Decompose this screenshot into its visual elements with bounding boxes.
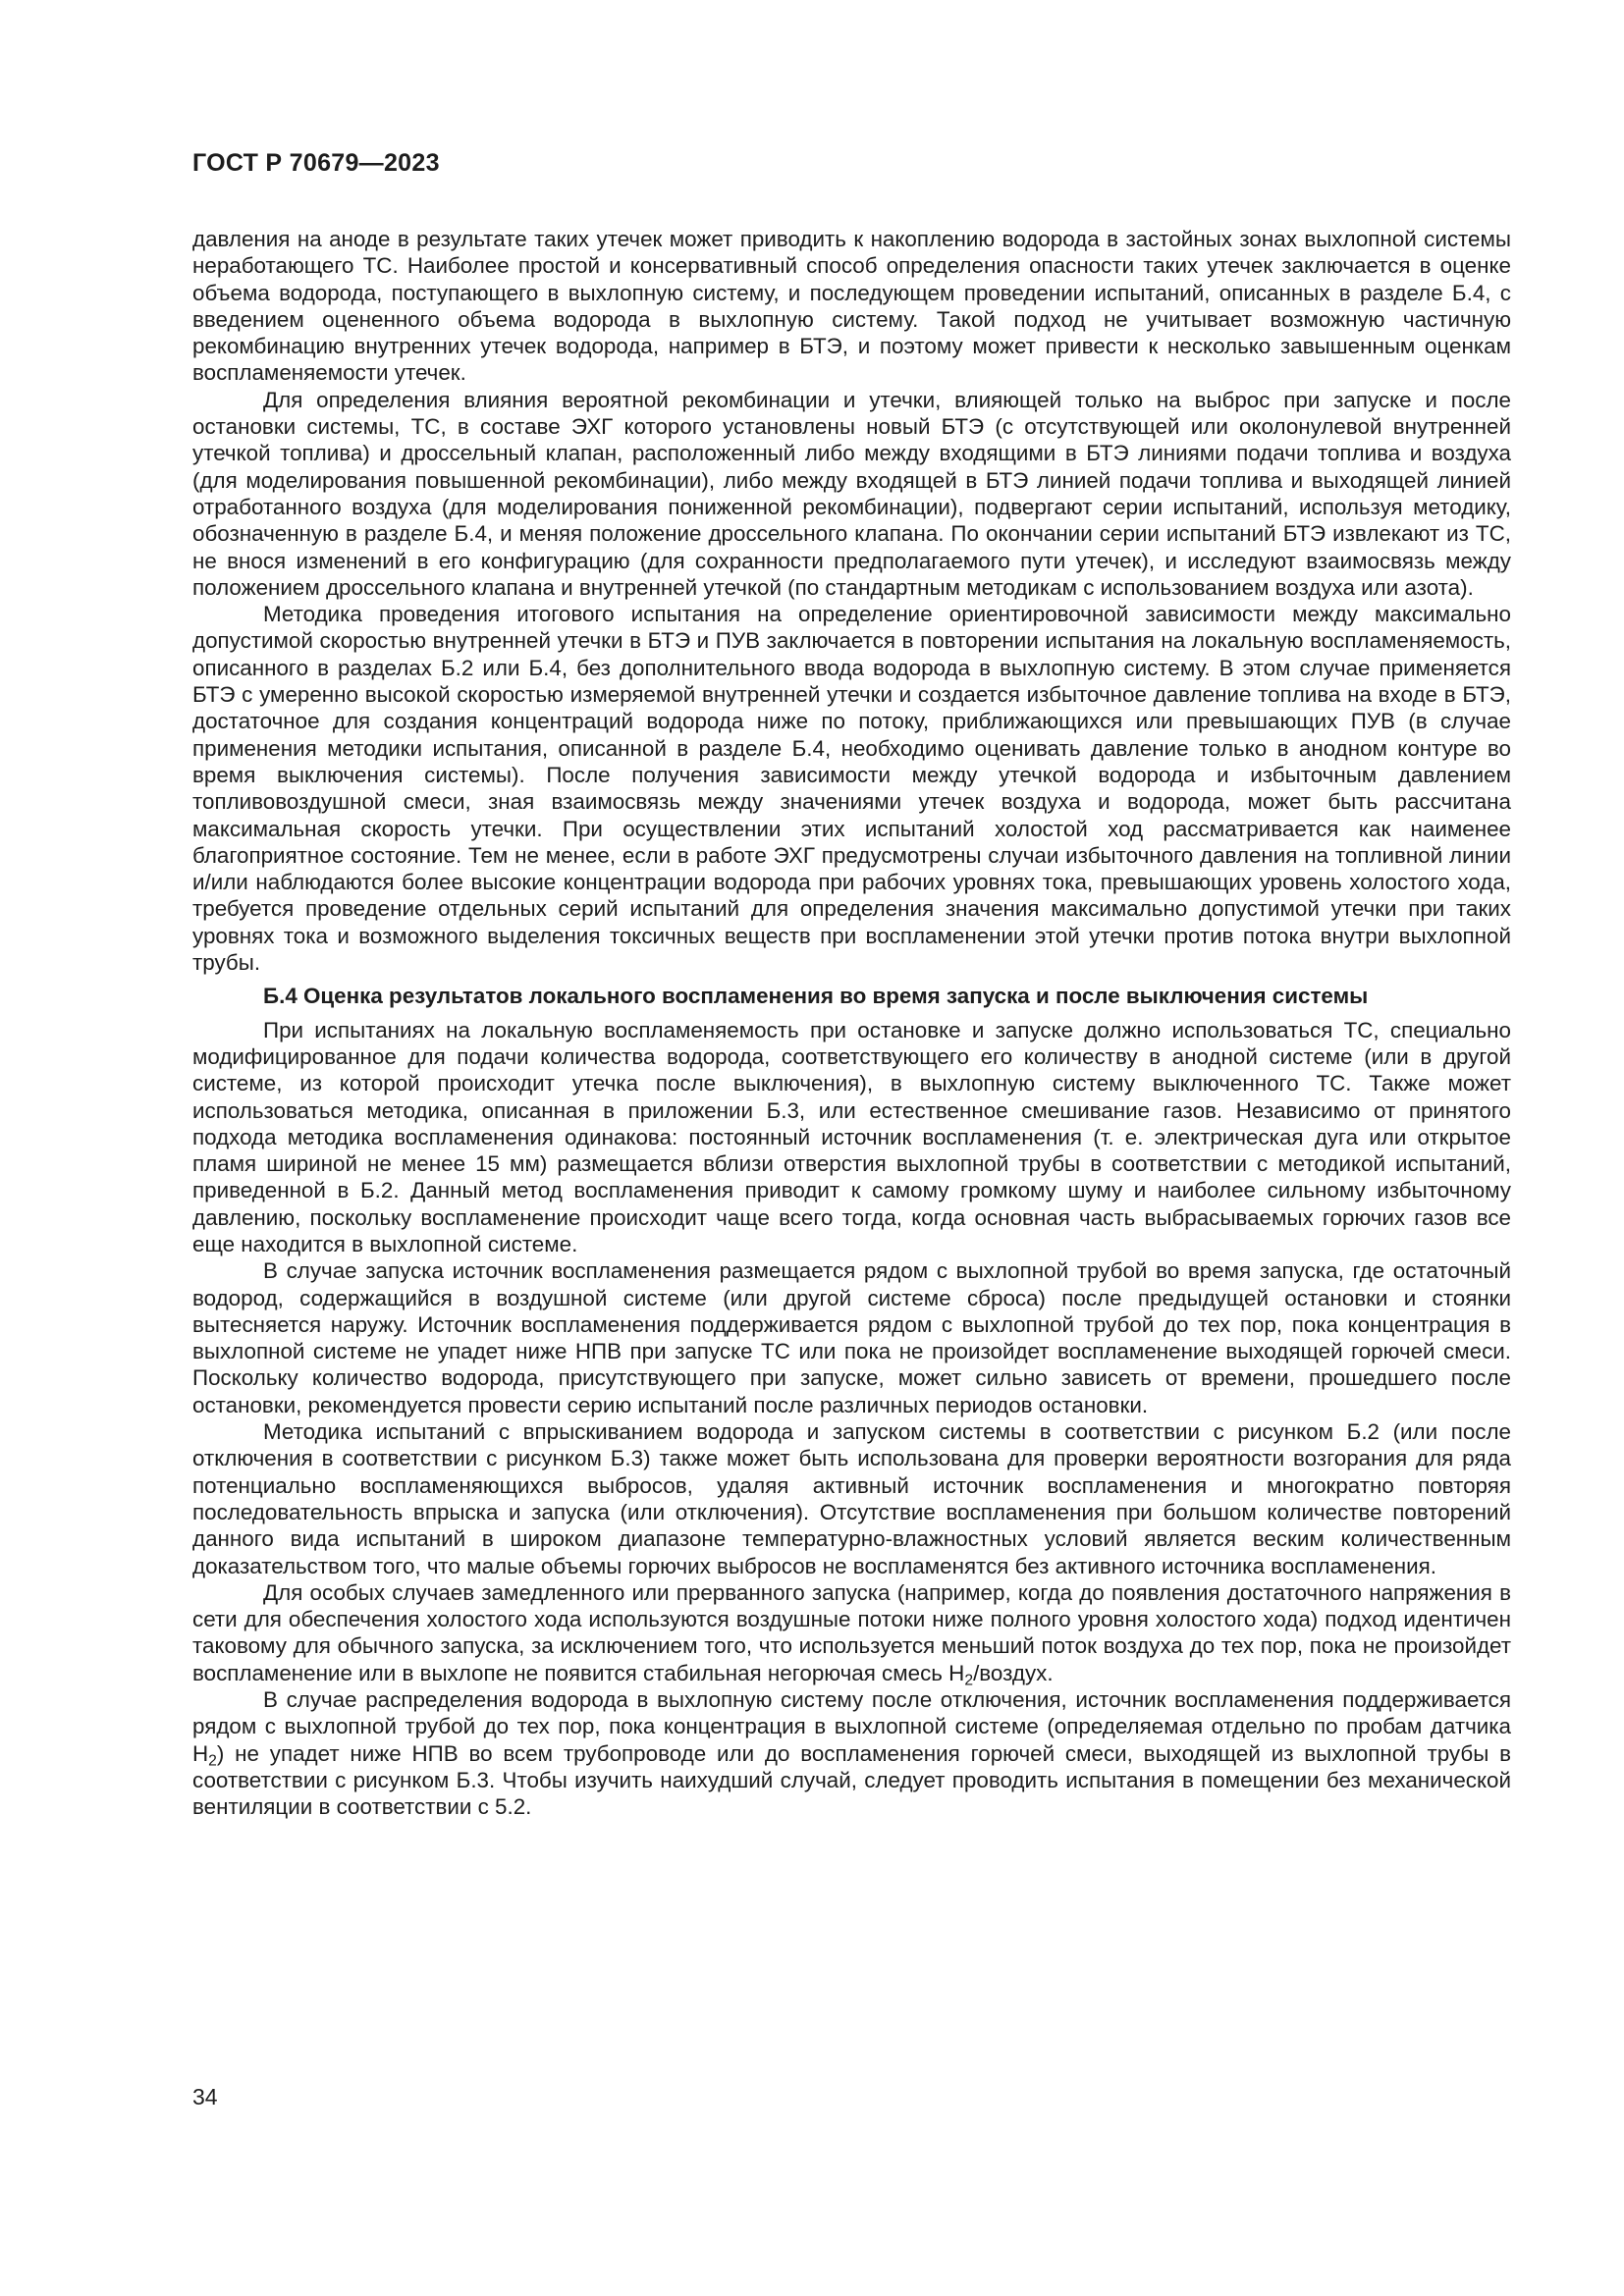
paragraph-2: Для определения влияния вероятной рекомбинации и утечки, влияющей только на выброс при запуске и после остановки системы, ТС, в составе ЭХГ которого установлены новый БТЭ (с отсутствующей или околонулевой внутренней утечкой топлива) и дроссельный клапан, расположенный либо между входящими в БТЭ линиями подачи топлива и воздуха (для моделирования повышенной рекомбинации), либо между входящей в БТЭ линией подачи топлива и выходящей линией отработанного воздуха (для моделирования пониженной рекомбинации), подвергают серии испытаний, используя методику, обозначенную в разделе Б.4, и меняя положение дроссельного клапана. По окончании серии испытаний БТЭ извлекают из ТС, не внося изменений в его конфигурацию (для сохранности предполагаемого пути утечек), и исследуют взаимосвязь между положением дроссельного клапана и внутренней утечкой (по стандартным методикам с использованием воздуха или азота). [192,387,1511,600]
paragraph-4: При испытаниях на локальную воспламеняемость при остановке и запуске должно использоваться ТС, специально модифицированное для подачи количества водорода, соответствующего его количеству в анодной системе (или в другой системе, из которой происходит утечка после выключения), в выхлопную систему выключенного ТС. Также может использоваться методика, описанная в приложении Б.3, или естественное смешивание газов. Независимо от принятого подхода методика воспламенения одинакова: постоянный источник воспламенения (т. е. электрическая дуга или открытое пламя шириной не менее 15 мм) размещается вблизи отверстия выхлопной трубы в соответствии с методикой испытаний, приведенной в Б.2. Данный метод воспламенения приводит к самому громкому шуму и наиболее сильному избыточному давлению, поскольку воспламенение происходит чаще всего тогда, когда основная часть выбрасываемых горючих газов все еще находится в выхлопной системе. [192,1017,1511,1256]
paragraph-3: Методика проведения итогового испытания на определение ориентировочной зависимости между максимально допустимой скоростью внутренней утечки в БТЭ и ПУВ заключается в повторении испытания на локальную воспламеняемость, описанного в разделах Б.2 или Б.4, без дополнительного ввода водорода в выхлопную систему. В этом случае применяется БТЭ с умеренно высокой скоростью измеряемой внутренней утечки и создается избыточное давление топлива на входе в БТЭ, достаточное для создания концентраций водорода ниже по потоку, приближающихся или превышающих ПУВ (в случае применения методики испытания, описанной в разделе Б.4, необходимо оценивать давление только в анодном контуре во время выключения системы). После получения зависимости между утечкой водорода и избыточным давлением топливовоздушной смеси, зная взаимосвязь между значениями утечек воздуха и водорода, может быть рассчитана максимальная скорость утечки. При осуществлении этих испытаний холостой ход рассматривается как наименее благоприятное состояние. Тем не менее, если в работе ЭХГ предусмотрены случаи избыточного давления на топливной линии и/или наблюдаются более высокие концентрации водорода при рабочих уровнях тока, превышающих уровень холостого хода, требуется проведение отдельных серий испытаний для определения значения максимально допустимой утечки при таких уровнях тока и возможного выделения токсичных веществ при воспламенении этой утечки против потока внутри выхлопной трубы. [192,602,1511,976]
paragraph-1: давления на аноде в результате таких утечек может приводить к накоплению водорода в застойных зонах выхлопной системы неработающего ТС. Наиболее простой и консервативный способ определения опасности таких утечек заключается в оценке объема водорода, поступающего в выхлопную систему, и последующем проведении испытаний, описанных в разделе Б.4, с введением оцененного объема водорода в выхлопную систему. Такой подход не учитывает возможную частичную рекомбинацию внутренних утечек водорода, например в БТЭ, и поэтому может привести к несколько завышенным оценкам воспламеняемости утечек. [192,227,1511,386]
section-heading-b4: Б.4 Оценка результатов локального воспламенения во время запуска и после выключения системы [263,984,1369,1009]
paragraph-7-text: Для особых случаев замедленного или прерванного запуска (например, когда до появления достаточного напряжения в сети для обеспечения холостого хода используются воздушные потоки ниже полного уровня холостого хода) подход идентичен таковому для обычного запуска, за исключением того, что используется меньший поток воздуха до тех пор, пока не произойдет воспламенение или в выхлопе не появится стабильная негорючая смесь H [192,1579,1511,1685]
h2-subscript: 2 [964,1672,974,1689]
paragraph-6: Методика испытаний с впрыскиванием водорода и запуском системы в соответствии с рисунком Б.2 (или после отключения в соответствии с рисунком Б.3) также может быть использована для проверки вероятности возгорания для ряда потенциально воспламеняющихся выбросов, удаляя активный источник воспламенения и многократно повторяя последовательность впрыска и запуска (или отключения). Отсутствие воспламенения при большом количестве повторений данного вида испытаний в широком диапазоне температурно-влажностных условий является веским количественным доказательством того, что малые объемы горючих выбросов не воспламенятся без активного источника воспламенения. [192,1419,1511,1578]
paragraph-5: В случае запуска источник воспламенения размещается рядом с выхлопной трубой во время запуска, где остаточный водород, содержащийся в воздушной системе (или другой системе сброса) после предыдущей остановки и стоянки вытесняется наружу. Источник воспламенения поддерживается рядом с выхлопной трубой до тех пор, пока концентрация в выхлопной системе не упадет ниже НПВ при запуске ТС или пока не произойдет воспламенение выходящей горючей смеси. Поскольку количество водорода, присутствующего при запуске, может сильно зависеть от времени, прошедшего после остановки, рекомендуется провести серию испытаний после различных периодов остановки. [192,1258,1511,1417]
document-code-header: ГОСТ Р 70679—2023 [192,149,440,177]
paragraph-8-text: В случае распределения водорода в выхлопную систему после отключения, источник воспламенения поддерживается рядом с выхлопной трубой до тех пор, пока концентрация в выхлопной системе (определяемая отдельно по пробам датчика H [192,1687,1511,1766]
paragraph-7 [192,1579,1511,1689]
paragraph-8 [192,1686,1511,1820]
paragraph-8-end: ) не упадет ниже НПВ во всем трубопроводе или до воспламенения горючей смеси, выходящей из выхлопной трубы в соответствии с рисунком Б.3. Чтобы изучить наихудший случай, следует проводить испытания в помещении без механической вентиляции в соответствии с 5.2. [192,1740,1511,1820]
document-body [192,226,1511,1821]
page-number: 34 [192,2084,218,2109]
h2-subscript: 2 [208,1752,217,1770]
paragraph-7-end: /воздух. [973,1660,1054,1685]
